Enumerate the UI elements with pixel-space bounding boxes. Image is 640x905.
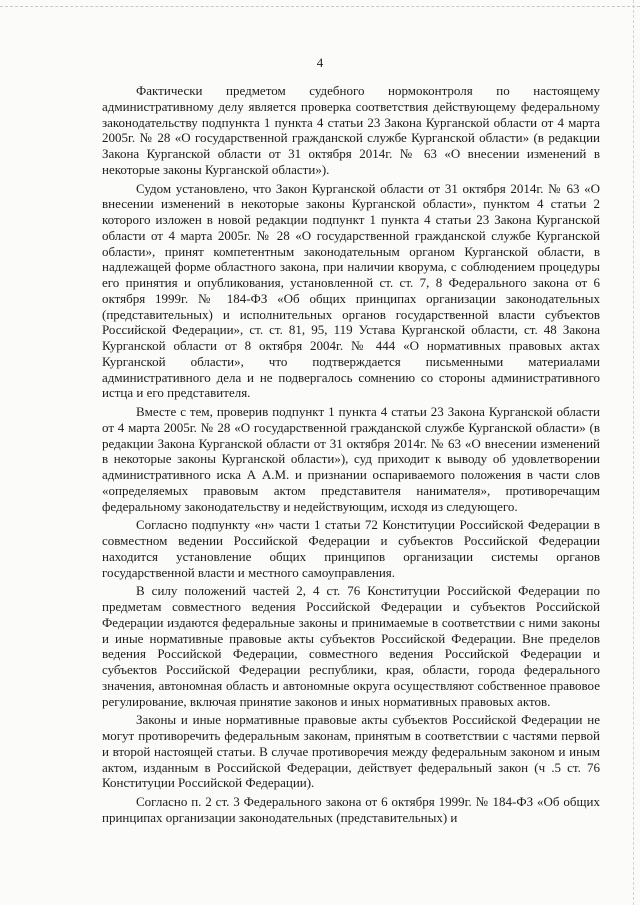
page-number: 4 [316,55,324,70]
paragraph-constitution-article-76: В силу положений частей 2, 4 ст. 76 Конституции Российской Федерации по предметам совместного ведения Российской Федерации и субъектов Российской Федерации издаются федеральные законы и принимаемые в соответствии с ними законы и иные нормативные правовые акты субъектов Российской Федерации. Вне пределов ведения Российской Федерации, совместного ведения Российской Федерации и субъектов Российской Федерации республики, края, области, города федерального значения, автономная область и автономные округа осуществляют собственное правовое регулирование, включая принятие законов и иных нормативных правовых актов. [102,583,600,709]
paragraph-federal-law-priority: Законы и иные нормативные правовые акты субъектов Российской Федерации не могут противоречить федеральным законам, принятым в соответствии с частями первой и второй настоящей статьи. В случае противоречия между федеральным законом и иным актом, изданным в Российской Федерации, действует федеральный закон (ч .5 ст. 76 Конституции Российской Федерации). [102,712,600,791]
paragraph-court-conclusion: Вместе с тем, проверив подпункт 1 пункта 4 статьи 23 Закона Курганской области от 4 марта 2005г. № 28 «О государственной гражданской службе Курганской области» (в редакции Закона Курганской области от 31 октября 2014г. № 63 «О внесении изменений в некоторые законы Курганской области»), суд приходит к выводу об удовлетворении административного иска А А.М. и признании оспариваемого положения в части слов «определяемых правовым актом представителя нанимателя», противоречащим федеральному законодательству и недействующим, исходя из следующего. [102,404,600,514]
scan-edge-right [633,0,634,905]
paragraph-federal-law-184: Согласно п. 2 ст. 3 Федерального закона от 6 октября 1999г. № 184-ФЗ «Об общих принципах организации законодательных (представительных) и [102,794,600,825]
paragraph-subject-of-review: Фактически предметом судебного нормоконтроля по настоящему административному делу является проверка соответствия действующему федеральному законодательству подпункта 1 пункта 4 статьи 23 Закона Курганской области от 4 марта 2005г. № 28 «О государственной гражданской службе Курганской области» (в редакции Закона Курганской области от 31 октября 2014г. № 63 «О внесении изменений в некоторые законы Курганской области»). [102,83,600,177]
scan-edge-top [0,6,640,7]
document-body [102,83,600,826]
paragraph-constitution-article-72: Согласно подпункту «н» части 1 статьи 72 Конституции Российской Федерации в совместном ведении Российской Федерации и субъектов Российской Федерации находится установление общих принципов организации системы органов государственной власти и местного самоуправления. [102,517,600,580]
paragraph-court-findings: Судом установлено, что Закон Курганской области от 31 октября 2014г. № 63 «О внесении изменений в некоторые законы Курганской области», пунктом 4 статьи 2 которого изложен в новой редакции подпункт 1 пункта 4 статьи 23 Закона Курганской области от 4 марта 2005г. № 28 «О государственной гражданской службе Курганской области», принят компетентным законодательным органом Курганской области, в надлежащей форме областного закона, при наличии кворума, с соблюдением процедуры его принятия и опубликования, установленной ст. ст. 7, 8 Федерального закона от 6 октября 1999г. № 184-ФЗ «Об общих принципах организации законодательных (представительных) и исполнительных органов государственной власти субъектов Российской Федерации», ст. ст. 81, 95, 119 Устава Курганской области, ст. 48 Закона Курганской области от 8 октября 2004г. № 444 «О нормативных правовых актах Курганской области», что подтверждается письменными материалами административного дела и не подвергалось сомнению со стороны административного истца и его представителя. [102,180,600,401]
